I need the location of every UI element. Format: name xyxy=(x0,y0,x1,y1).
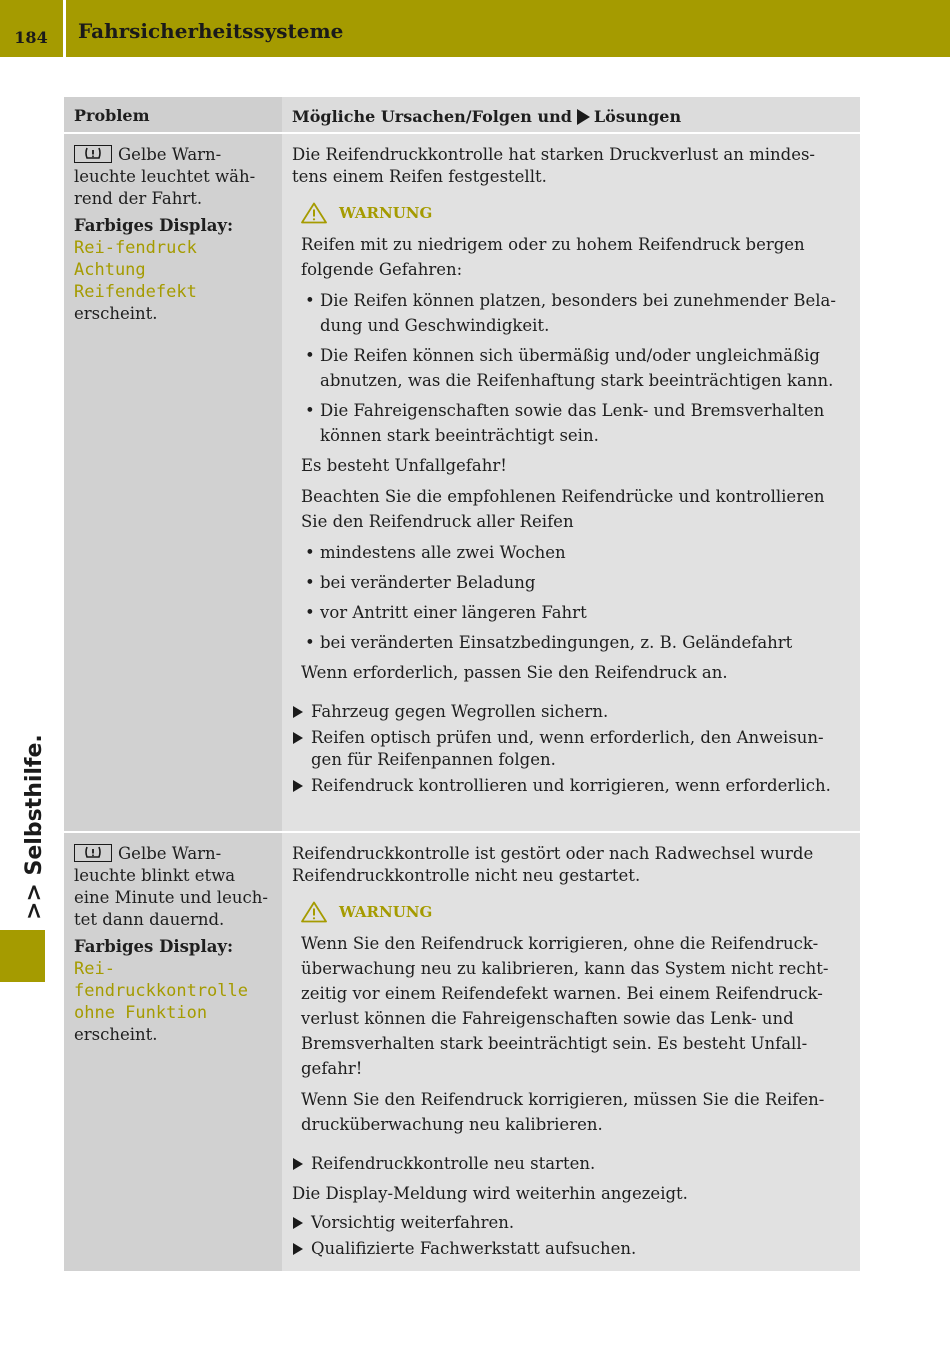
step-item: Reifendruck kontrollieren und korrigieren, wenn erforderlich. xyxy=(292,775,850,797)
step-arrow-icon xyxy=(577,109,590,125)
check-intro: Beachten Sie die empfohlenen Reifendrücke und kontrollieren Sie den Reifendruck aller Reifen xyxy=(301,487,825,531)
solution-cell xyxy=(282,134,860,831)
step-item: Reifendruckkontrolle neu starten. xyxy=(292,1153,850,1175)
list-item: • Die Fahreigenschaften sowie das Lenk- und Bremsverhalten können stark beeinträchtigt sein. xyxy=(301,398,850,448)
page-header xyxy=(0,0,950,57)
header-causes-solutions xyxy=(282,97,860,132)
step-list xyxy=(292,1212,850,1260)
warning-heading xyxy=(301,901,850,923)
warning-triangle-icon xyxy=(301,202,327,224)
display-label: Farbiges Display: xyxy=(74,937,234,956)
list-item: • mindestens alle zwei Wochen xyxy=(301,540,850,565)
danger-list xyxy=(301,288,850,448)
solution-cell xyxy=(282,833,860,1271)
header-divider xyxy=(63,0,66,57)
display-message: Rei-fendruck Achtung Reifendefekt xyxy=(74,238,197,302)
step-list xyxy=(292,1153,850,1175)
note-text: Die Display-Meldung wird weiterhin angezeigt. xyxy=(292,1184,688,1203)
table-row xyxy=(64,833,860,1271)
warning-triangle-icon xyxy=(301,901,327,923)
section-label: >> Selbsthilfe. xyxy=(22,734,47,920)
warning-title: WARNUNG xyxy=(339,903,433,921)
warning-intro: Reifen mit zu niedrigem oder zu hohem Reifendruck bergen folgende Gefahren: xyxy=(301,235,805,279)
display-suffix: erscheint. xyxy=(74,304,158,323)
tire-pressure-warning-icon xyxy=(74,844,112,862)
tire-pressure-warning-icon xyxy=(74,145,112,163)
warning-block xyxy=(292,901,850,1137)
problem-text: Gelbe Warn-leuchte blinkt etwa eine Minute und leuch-tet dann dauernd. xyxy=(74,844,268,929)
display-label: Farbiges Display: xyxy=(74,216,234,235)
problem-table xyxy=(64,97,860,1271)
step-item: Qualifizierte Fachwerkstatt aufsuchen. xyxy=(292,1238,850,1260)
display-suffix: erscheint. xyxy=(74,1025,158,1044)
warning-title: WARNUNG xyxy=(339,204,433,222)
warning-block xyxy=(292,202,850,685)
cause-text: Die Reifendruckkontrolle hat starken Druckverlust an mindes-tens einem Reifen festgestellt. xyxy=(292,145,815,186)
display-message: Rei-fendruckkontrolle ohne Funktion xyxy=(74,959,248,1023)
step-item: Vorsichtig weiterfahren. xyxy=(292,1212,850,1234)
step-item: Reifen optisch prüfen und, wenn erforderlich, den Anweisun-gen für Reifenpannen folgen. xyxy=(292,727,850,771)
check-list xyxy=(301,540,850,655)
table-header xyxy=(64,97,860,134)
list-item: • bei veränderter Beladung xyxy=(301,570,850,595)
problem-cell xyxy=(64,134,282,831)
list-item: • bei veränderten Einsatzbedingungen, z. B. Geländefahrt xyxy=(301,630,850,655)
problem-text: Gelbe Warn-leuchte leuchtet wäh-rend der Fahrt. xyxy=(74,145,256,208)
problem-cell xyxy=(64,833,282,1271)
accident-warning: Es besteht Unfallgefahr! xyxy=(301,456,507,475)
warning-heading xyxy=(301,202,850,224)
warning-paragraph: Wenn Sie den Reifendruck korrigieren, ohne die Reifendruck-überwachung neu zu kalibrieren, kann das System nicht recht-zeitig vor einem Reifendefekt warnen. Bei einem Reifendruck-verlust können die Fahreigenschaften sowie das Lenk- und Bremsverhalten stark beeinträchtigt sein. Es besteht Unfall-gefahr! xyxy=(301,934,829,1078)
cause-text: Reifendruckkontrolle ist gestört oder nach Radwechsel wurde Reifendruckkontrolle nicht neu gestartet. xyxy=(292,844,814,885)
list-item: • Die Reifen können sich übermäßig und/oder ungleichmäßig abnutzen, was die Reifenhaftung stark beeinträchtigen kann. xyxy=(301,343,850,393)
section-tab-marker xyxy=(0,930,45,982)
adjust-text: Wenn erforderlich, passen Sie den Reifendruck an. xyxy=(301,663,728,682)
page-title: Fahrsicherheitssysteme xyxy=(78,19,344,43)
list-item: • vor Antritt einer längeren Fahrt xyxy=(301,600,850,625)
warning-paragraph: Wenn Sie den Reifendruck korrigieren, müssen Sie die Reifen-drucküberwachung neu kalibrieren. xyxy=(301,1090,825,1134)
table-row xyxy=(64,134,860,833)
header-causes: Mögliche Ursachen/Folgen und xyxy=(292,107,572,126)
page-number: 184 xyxy=(14,28,48,47)
list-item: • Die Reifen können platzen, besonders bei zunehmender Bela-dung und Geschwindigkeit. xyxy=(301,288,850,338)
step-item: Fahrzeug gegen Wegrollen sichern. xyxy=(292,701,850,723)
header-problem: Problem xyxy=(64,97,282,132)
step-list xyxy=(292,701,850,797)
header-solutions: Lösungen xyxy=(593,107,682,126)
